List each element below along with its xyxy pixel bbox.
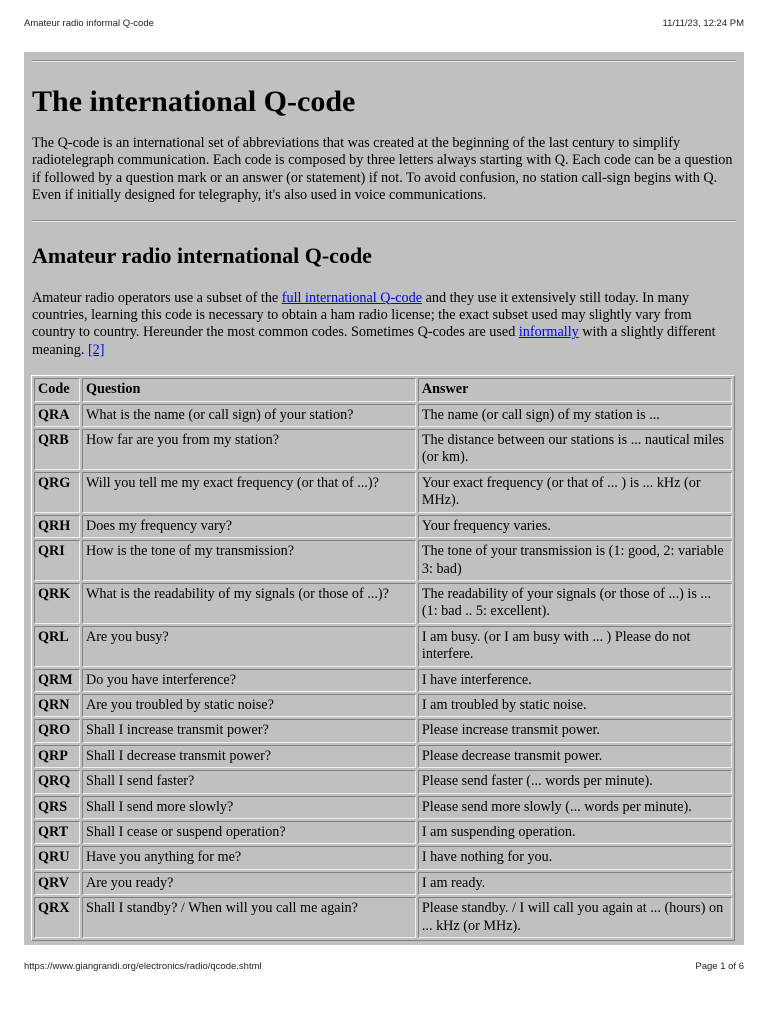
answer-cell: I am busy. (or I am busy with ... ) Please do not interfere. — [418, 626, 732, 667]
full-qcode-link[interactable]: full international Q-code — [281, 289, 423, 306]
table-row — [34, 472, 732, 513]
table-row — [34, 897, 732, 938]
answer-cell: Please send faster (... words per minute). — [418, 770, 732, 793]
section-heading: Amateur radio international Q-code — [32, 242, 372, 268]
table-row — [34, 626, 732, 667]
table-row — [34, 821, 732, 844]
code-cell: QRA — [34, 404, 80, 427]
amateur-text-1: Amateur radio operators use a subset of the — [32, 289, 282, 306]
answer-cell: Please send more slowly (... words per minute). — [418, 796, 732, 819]
answer-cell: I am ready. — [418, 872, 732, 895]
question-cell: Are you ready? — [82, 872, 416, 895]
answer-cell: I have nothing for you. — [418, 846, 732, 869]
print-header-datetime: 11/11/23, 12:24 PM — [662, 18, 744, 29]
header-answer: Answer — [418, 378, 732, 401]
question-cell: How is the tone of my transmission? — [82, 540, 416, 581]
answer-cell: The tone of your transmission is (1: good, 2: variable 3: bad) — [418, 540, 732, 581]
question-cell: Will you tell me my exact frequency (or that of ...)? — [82, 472, 416, 513]
reference-link[interactable]: [2] — [87, 341, 105, 358]
top-divider — [32, 60, 736, 62]
code-cell: QRP — [34, 745, 80, 768]
question-cell: How far are you from my station? — [82, 429, 416, 470]
answer-cell: Your frequency varies. — [418, 515, 732, 538]
table-row — [34, 669, 732, 692]
question-cell: Does my frequency vary? — [82, 515, 416, 538]
answer-cell: Your exact frequency (or that of ... ) is ... kHz (or MHz). — [418, 472, 732, 513]
section-divider — [32, 220, 736, 222]
code-cell: QRV — [34, 872, 80, 895]
intro-paragraph: The Q-code is an international set of abbreviations that was created at the beginning of the last century to simplify radiotelegraph communication. Each code is composed by three letters always starting with Q. Each code can be a question if followed by a question mark or an answer (or statement) if not. To avoid confusion, no station call-sign begins with Q. Even if initially designed for telegraphy, it's also used in voice communications. — [32, 135, 733, 204]
question-cell: Shall I standby? / When will you call me again? — [82, 897, 416, 938]
table-row — [34, 429, 732, 470]
table-row — [34, 515, 732, 538]
answer-cell: I have interference. — [418, 669, 732, 692]
question-cell: Are you troubled by static noise? — [82, 694, 416, 717]
code-cell: QRM — [34, 669, 80, 692]
code-cell: QRK — [34, 583, 80, 624]
informally-link[interactable]: informally — [518, 324, 579, 341]
question-cell: Have you anything for me? — [82, 846, 416, 869]
answer-cell: Please standby. / I will call you again at ... (hours) on ... kHz (or MHz). — [418, 897, 732, 938]
code-cell: QRU — [34, 846, 80, 869]
question-cell: Shall I send faster? — [82, 770, 416, 793]
header-question: Question — [82, 378, 416, 401]
code-cell: QRS — [34, 796, 80, 819]
table-row — [34, 796, 732, 819]
question-cell: Shall I decrease transmit power? — [82, 745, 416, 768]
code-cell: QRX — [34, 897, 80, 938]
code-cell: QRB — [34, 429, 80, 470]
print-header-title: Amateur radio informal Q-code — [24, 18, 154, 29]
code-cell: QRQ — [34, 770, 80, 793]
question-cell: What is the readability of my signals (or those of ...)? — [82, 583, 416, 624]
print-header — [24, 18, 744, 29]
question-cell: What is the name (or call sign) of your station? — [82, 404, 416, 427]
answer-cell: The readability of your signals (or those of ...) is ... (1: bad .. 5: excellent). — [418, 583, 732, 624]
answer-cell: The distance between our stations is ... nautical miles (or km). — [418, 429, 732, 470]
question-cell: Are you busy? — [82, 626, 416, 667]
qcode-table — [31, 375, 735, 941]
table-row — [34, 540, 732, 581]
table-row — [34, 846, 732, 869]
answer-cell: The name (or call sign) of my station is ... — [418, 404, 732, 427]
table-row — [34, 719, 732, 742]
question-cell: Do you have interference? — [82, 669, 416, 692]
print-footer-page: Page 1 of 6 — [695, 961, 744, 972]
table-header-row — [34, 378, 732, 401]
code-cell: QRO — [34, 719, 80, 742]
table-row — [34, 404, 732, 427]
table-row — [34, 770, 732, 793]
answer-cell: I am suspending operation. — [418, 821, 732, 844]
code-cell: QRI — [34, 540, 80, 581]
question-cell: Shall I send more slowly? — [82, 796, 416, 819]
answer-cell: Please decrease transmit power. — [418, 745, 732, 768]
code-cell: QRG — [34, 472, 80, 513]
amateur-paragraph — [32, 290, 736, 360]
amateur-text-3: with a slightly different meaning. — [32, 324, 716, 358]
code-cell: QRH — [34, 515, 80, 538]
code-cell: QRT — [34, 821, 80, 844]
question-cell: Shall I increase transmit power? — [82, 719, 416, 742]
table-row — [34, 583, 732, 624]
table-row — [34, 872, 732, 895]
print-footer-url: https://www.giangrandi.org/electronics/radio/qcode.shtml — [24, 961, 262, 972]
amateur-text-2: and they use it extensively still today. In many countries, learning this code is necessary to obtain a ham radio license; the exact subset used may slightly vary from country to country. Hereunder the most common codes. Sometimes Q-codes are used — [32, 289, 692, 341]
header-code: Code — [34, 378, 80, 401]
page-content — [24, 52, 744, 945]
table-row — [34, 745, 732, 768]
table-row — [34, 694, 732, 717]
question-cell: Shall I cease or suspend operation? — [82, 821, 416, 844]
print-footer — [24, 961, 744, 972]
answer-cell: I am troubled by static noise. — [418, 694, 732, 717]
page-title: The international Q-code — [32, 85, 356, 118]
code-cell: QRL — [34, 626, 80, 667]
code-cell: QRN — [34, 694, 80, 717]
answer-cell: Please increase transmit power. — [418, 719, 732, 742]
